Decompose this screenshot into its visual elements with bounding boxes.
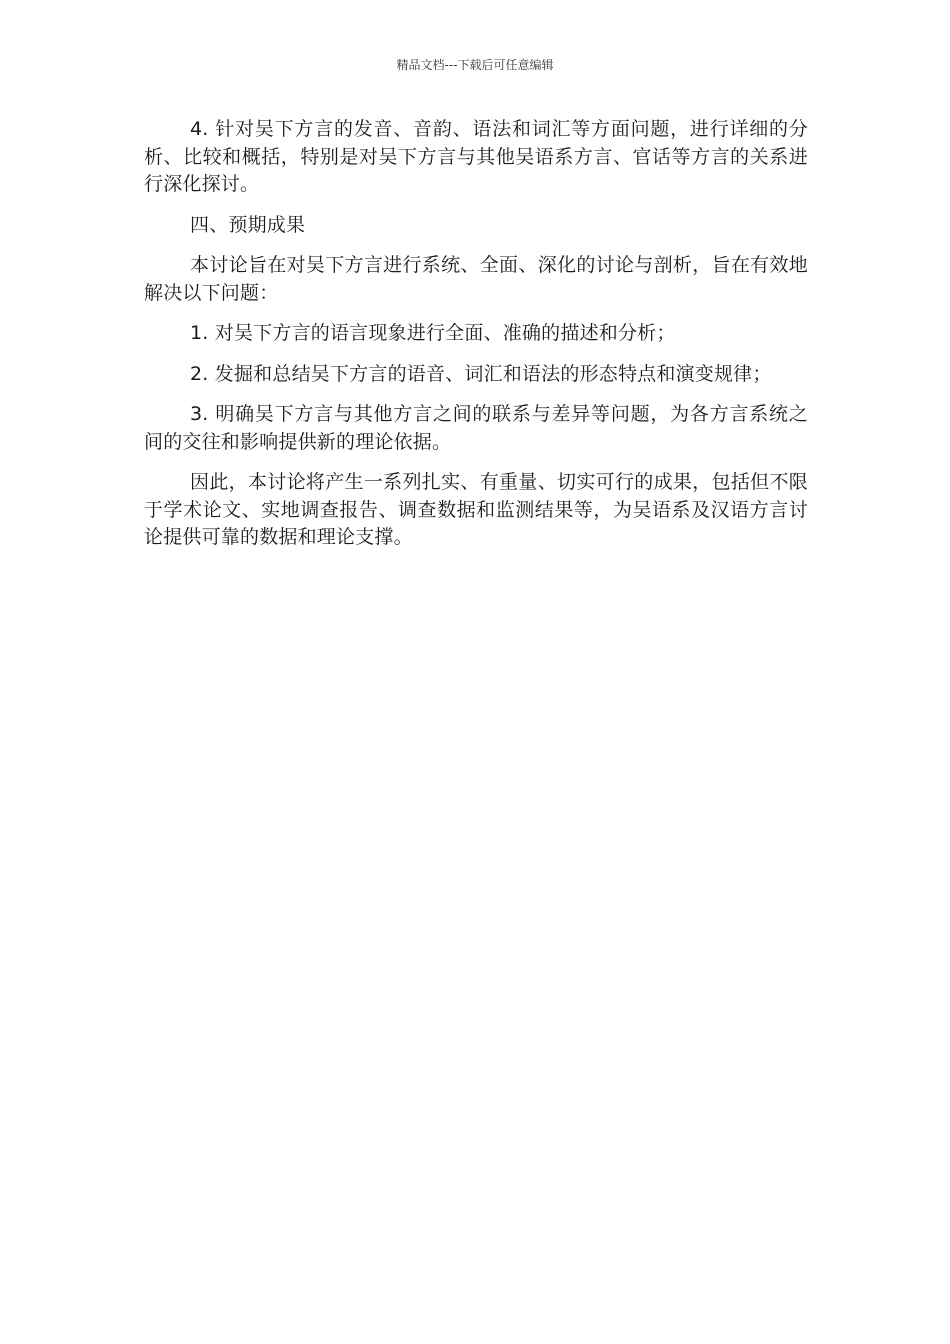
section-heading-expected-results: 四、预期成果 [190, 213, 306, 236]
document-body [144, 116, 808, 565]
paragraph-item-4: 4. 针对吴下方言的发音、音韵、语法和词汇等方面问题，进行详细的分析、比较和概括，特别是对吴下方言与其他吴语系方言、官话等方言的关系进行深化探讨。 [144, 118, 808, 195]
page-header: 精品文档---下载后可任意编辑 [396, 58, 554, 72]
paragraph-intro: 本讨论旨在对吴下方言进行系统、全面、深化的讨论与剖析，旨在有效地解决以下问题： [144, 254, 808, 304]
paragraph-conclusion: 因此，本讨论将产生一系列扎实、有重量、切实可行的成果，包括但不限于学术论文、实地调查报告、调查数据和监测结果等，为吴语系及汉语方言讨论提供可靠的数据和理论支撑。 [144, 471, 808, 548]
list-item-1: 1. 对吴下方言的语言现象进行全面、准确的描述和分析； [190, 322, 676, 344]
list-item-3: 3. 明确吴下方言与其他方言之间的联系与差异等问题，为各方言系统之间的交往和影响提供新的理论依据。 [144, 403, 808, 453]
list-item-2: 2. 发掘和总结吴下方言的语音、词汇和语法的形态特点和演变规律； [190, 362, 772, 385]
